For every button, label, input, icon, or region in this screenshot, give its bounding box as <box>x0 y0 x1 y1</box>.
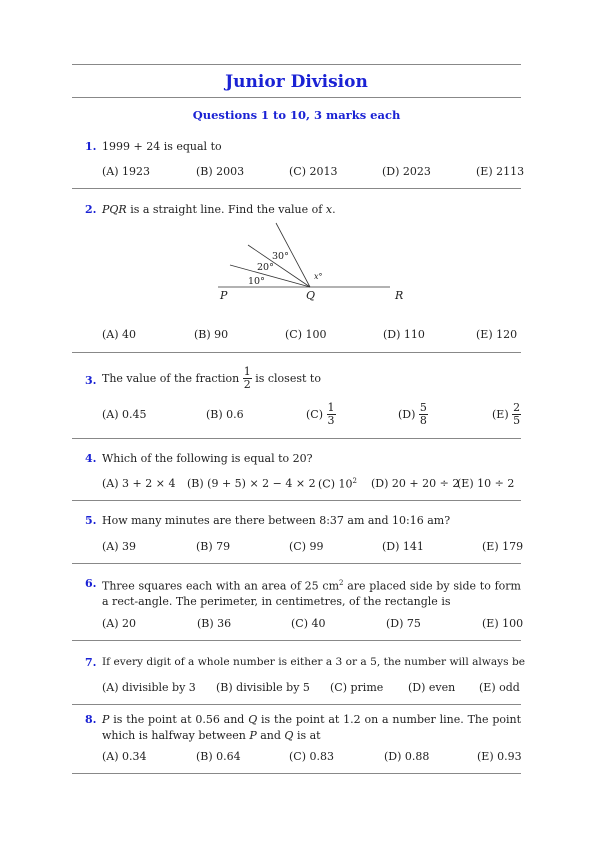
option-d[interactable]: (D) $\frac{5}{8}$ <box>398 401 427 427</box>
option-e[interactable]: (E) 120 <box>476 328 518 341</box>
option-e[interactable]: (E) 179 <box>482 540 524 553</box>
option-b[interactable]: (B) 79 <box>196 540 231 553</box>
point-label-q: Q <box>306 289 316 302</box>
question-5-options <box>102 540 524 560</box>
question-divider <box>72 704 521 705</box>
question-text: The value of the fraction $\frac{1}{2}$ is closest to <box>102 365 321 391</box>
option-d[interactable]: (D) 20 + 20 ÷ 2 <box>371 477 460 490</box>
question-text: How many minutes are there between 8:37 am and 10:16 am? <box>102 514 451 527</box>
option-d[interactable]: (D) 75 <box>386 617 421 630</box>
option-a[interactable]: (A) 1923 <box>102 165 151 178</box>
angle-diagram <box>200 215 440 310</box>
line-name: PQR <box>102 203 127 216</box>
option-e[interactable]: (E) 10 ÷ 2 <box>457 477 515 490</box>
option-c[interactable]: (C) prime <box>330 681 384 694</box>
option-a[interactable]: (A) 39 <box>102 540 137 553</box>
question-4-options <box>102 477 521 497</box>
question-7-options <box>102 681 521 701</box>
question-divider <box>72 640 521 641</box>
question-number: 1. <box>85 140 97 153</box>
question-number: 6. <box>85 577 97 590</box>
option-b[interactable]: (B) (9 + 5) × 2 − 4 × 2 <box>187 477 316 490</box>
option-d[interactable]: (D) 2023 <box>382 165 431 178</box>
option-c[interactable]: (C) 2013 <box>289 165 338 178</box>
title-rule <box>72 97 521 98</box>
fraction: $\frac{5}{8}$ <box>419 401 427 427</box>
option-d[interactable]: (D) even <box>408 681 456 694</box>
question-number: 8. <box>85 713 97 726</box>
section-subtitle: Questions 1 to 10, 3 marks each <box>192 108 401 122</box>
option-e[interactable]: (E) 2113 <box>476 165 525 178</box>
question-8-options <box>102 750 521 770</box>
question-divider <box>72 188 521 189</box>
option-e[interactable]: (E) $\frac{2}{5}$ <box>492 401 521 427</box>
option-b[interactable]: (B) divisible by 5 <box>216 681 310 694</box>
option-c[interactable]: (C) 0.83 <box>289 750 334 763</box>
point-label-r: R <box>395 289 404 302</box>
option-e[interactable]: (E) 100 <box>482 617 524 630</box>
fraction: $\frac{1}{3}$ <box>327 401 335 427</box>
question-divider <box>72 438 521 439</box>
question-number: 4. <box>85 452 97 465</box>
option-a[interactable]: (A) 0.34 <box>102 750 147 763</box>
question-text: P is the point at 0.56 and Q is the point at 1.2 on a number line. The point which is halfway between P and Q is at <box>102 713 522 742</box>
option-e[interactable]: (E) 0.93 <box>477 750 522 763</box>
fraction: $\frac{2}{5}$ <box>513 401 521 427</box>
option-b[interactable]: (B) 36 <box>197 617 232 630</box>
option-c[interactable]: (C) 40 <box>291 617 326 630</box>
question-text: If every digit of a whole number is either a 3 or a 5, the number will always be <box>102 656 525 668</box>
question-divider <box>72 352 521 353</box>
question-text: 1999 + 24 is equal to <box>102 140 222 153</box>
angle-label-30: 30° <box>272 251 289 262</box>
option-b[interactable]: (B) 0.6 <box>206 408 244 421</box>
option-a[interactable]: (A) 40 <box>102 328 137 341</box>
point-label-p: P <box>220 289 228 302</box>
question-number: 2. <box>85 203 97 216</box>
question-divider <box>72 500 521 501</box>
option-d[interactable]: (D) 0.88 <box>384 750 430 763</box>
top-rule <box>72 64 521 65</box>
bottom-rule <box>72 773 521 774</box>
option-b[interactable]: (B) 2003 <box>196 165 245 178</box>
question-number: 7. <box>85 656 97 669</box>
question-text: Three squares each with an area of 25 $cm^2$ are placed side by side to form a rect-angle. The perimeter, in centimetres, of the rectangle is <box>102 579 521 609</box>
option-a[interactable]: (A) divisible by 3 <box>102 681 196 694</box>
option-d[interactable]: (D) 110 <box>383 328 425 341</box>
option-d[interactable]: (D) 141 <box>382 540 424 553</box>
option-c[interactable]: (C) $10^2$ <box>318 477 357 491</box>
option-a[interactable]: (A) 0.45 <box>102 408 147 421</box>
question-text: PQR is a straight line. Find the value of x. <box>102 203 336 216</box>
fraction-one-half: $\frac{1}{2}$ <box>243 365 251 391</box>
option-c[interactable]: (C) $\frac{1}{3}$ <box>306 401 335 427</box>
exam-page <box>72 0 525 842</box>
question-3 <box>72 366 521 396</box>
option-c[interactable]: (C) 99 <box>289 540 324 553</box>
question-6-options <box>102 617 524 637</box>
question-number: 3. <box>85 374 97 387</box>
question-1-options <box>102 165 525 185</box>
question-divider <box>72 563 521 564</box>
option-b[interactable]: (B) 90 <box>194 328 229 341</box>
question-text: Which of the following is equal to 20? <box>102 452 313 465</box>
page-title: Junior Division <box>225 72 368 92</box>
option-c[interactable]: (C) 100 <box>285 328 327 341</box>
angle-label-x: x° <box>314 272 323 281</box>
question-3-options <box>102 402 521 432</box>
question-2-options <box>102 328 521 348</box>
option-b[interactable]: (B) 0.64 <box>196 750 241 763</box>
unknown-x: x <box>325 203 333 216</box>
option-a[interactable]: (A) 3 + 2 × 4 <box>102 477 176 490</box>
angle-label-10: 10° <box>248 276 265 287</box>
question-number: 5. <box>85 514 97 527</box>
angle-label-20: 20° <box>257 262 274 273</box>
option-e[interactable]: (E) odd <box>479 681 520 694</box>
option-a[interactable]: (A) 20 <box>102 617 137 630</box>
